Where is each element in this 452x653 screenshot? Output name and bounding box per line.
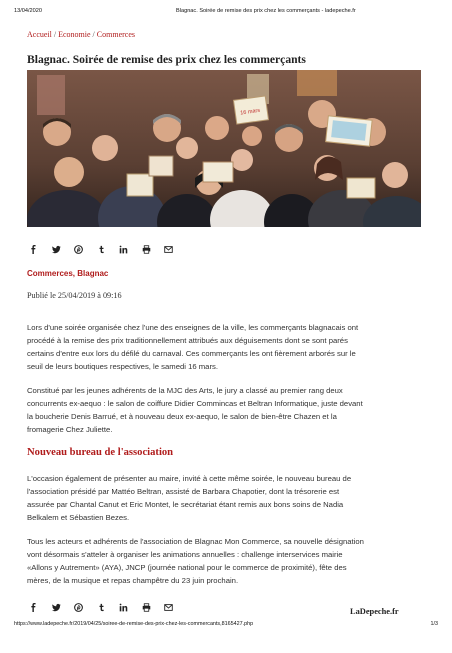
print-url: https://www.ladepeche.fr/2019/04/25/soiree-de-remise-des-prix-chez-les-commercants,8165427.php (14, 621, 254, 627)
share-bar-top (29, 242, 187, 256)
facebook-icon[interactable] (29, 600, 52, 614)
tumblr-icon[interactable] (97, 242, 120, 256)
paragraph-line: Belkalem et Sébastien Bezes. (27, 513, 130, 522)
print-title: Blagnac. Soirée de remise des prix chez les commerçants - ladepeche.fr (176, 8, 356, 14)
twitter-icon[interactable] (52, 600, 75, 614)
pinterest-icon[interactable] (74, 242, 97, 256)
email-icon[interactable] (164, 242, 187, 256)
paragraph-line: assurée par Chantal Canut et Eric Montet, le secrétariat étant remis aux bons soins de Nadia (27, 500, 344, 509)
paragraph-line: fromagerie Chez Juliette. (27, 425, 113, 434)
section-heading: Nouveau bureau de l'association (27, 447, 174, 458)
photo-sign-text: 16 mars (239, 107, 261, 117)
twitter-icon[interactable] (52, 242, 75, 256)
article-photo (27, 70, 421, 227)
paragraph-line: Constitué par les jeunes adhérents de la MJC des Arts, le jury a classé au premier rang deux (27, 386, 343, 395)
paragraph-line: l'association présidé par Mattéo Beltran, assisté de Barbara Chapotier, dont la trésorerie est (27, 487, 340, 496)
breadcrumb-home[interactable]: Accueil (27, 30, 52, 39)
share-bar-bottom (29, 600, 187, 614)
breadcrumb: Accueil / Economie / Commerces (27, 30, 135, 39)
pinterest-icon[interactable] (74, 600, 97, 614)
paragraph-line: Tous les acteurs et adhérents de l'association de Blagnac Mon Commerce, sa nouvelle désignation (27, 537, 364, 546)
paragraph-line: procédé à la remise des prix traditionnellement attribués aux déguisements dont se sont parés (27, 336, 348, 345)
facebook-icon[interactable] (29, 242, 52, 256)
article-category[interactable]: Commerces, Blagnac (27, 269, 109, 278)
paragraph-line: L'occasion également de présenter au maire, invité à cette même soirée, le nouveau bureau de (27, 474, 352, 483)
brand-logo: LaDepeche.fr (350, 607, 399, 616)
linkedin-icon[interactable] (119, 600, 142, 614)
paragraph-line: «Allons y Autrement» (AYA), JNCP (journée national pour le commerce de proximité), fête des (27, 563, 347, 572)
published-date: Publié le 25/04/2019 à 09:16 (27, 291, 122, 300)
breadcrumb-economie[interactable]: Economie (58, 30, 91, 39)
article-paragraph-4 (27, 535, 419, 587)
print-icon[interactable] (142, 242, 165, 256)
article-paragraph-2 (27, 384, 419, 436)
print-footer (14, 621, 438, 627)
tumblr-icon[interactable] (97, 600, 120, 614)
print-header (14, 8, 438, 18)
paragraph-line: Lors d'une soirée organisée chez l'une des enseignes de la ville, les commerçants blagnacais ont (27, 323, 359, 332)
paragraph-line: mères, de la musique et repas champêtre du 23 juin prochain. (27, 576, 239, 585)
linkedin-icon[interactable] (119, 242, 142, 256)
breadcrumb-commerces[interactable]: Commerces (96, 30, 135, 39)
article-paragraph-1 (27, 321, 419, 373)
page-title: Blagnac. Soirée de remise des prix chez les commerçants (27, 53, 306, 66)
group-photo-illustration (27, 70, 421, 227)
print-page-number: 1/3 (430, 621, 438, 627)
article-paragraph-3 (27, 472, 419, 524)
paragraph-line: certains d'entre eux lors du défilé du carnaval. Ces commerçants les ont fièrement arborés sur le (27, 349, 356, 358)
print-date: 13/04/2020 (14, 8, 42, 14)
paragraph-line: vont désormais s'atteler à organiser les animations annuelles : challenge interservices mairie (27, 550, 343, 559)
paragraph-line: seuil de leurs boutiques respectives, le samedi 16 mars. (27, 362, 219, 371)
paragraph-line: concurrents ex-aequo : le salon de coiffure Didier Commincas et Beltran Informatique, juste devant (27, 399, 363, 408)
print-icon[interactable] (142, 600, 165, 614)
paragraph-line: la boucherie Denis Barrué, et à nouveau deux ex-aequo, le salon de bien-être Chazen et la (27, 412, 337, 421)
email-icon[interactable] (164, 600, 187, 614)
